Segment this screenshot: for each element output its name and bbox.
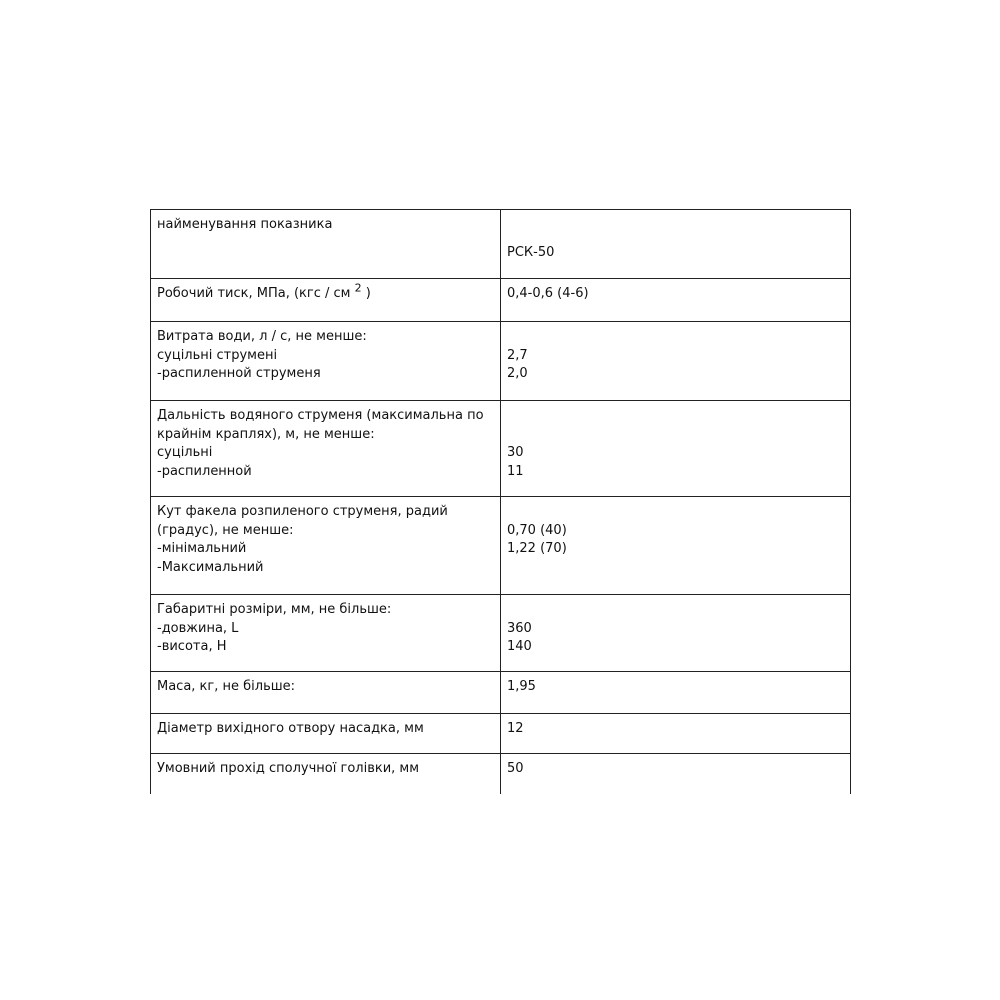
dimensions-value-cell bbox=[501, 595, 851, 672]
table-row-header bbox=[151, 210, 851, 279]
angle-value-min: 0,70 (40) bbox=[507, 522, 567, 538]
nozzle-diameter-label: Діаметр вихідного отвору насадка, мм bbox=[157, 721, 424, 736]
dimensions-label-length: -довжина, L bbox=[157, 620, 239, 636]
pressure-value: 0,4-0,6 (4-6) bbox=[507, 286, 589, 301]
header-label-cell bbox=[151, 210, 501, 279]
range-label-title: Дальність водяного струменя (максимальна по крайнім краплях), м, не менше: bbox=[157, 408, 484, 442]
water-flow-value-sprayed: 2,0 bbox=[507, 366, 528, 381]
angle-value-max: 1,22 (70) bbox=[507, 541, 567, 556]
table-row-dimensions bbox=[151, 595, 851, 672]
nozzle-diameter-value: 12 bbox=[507, 721, 524, 736]
nozzle-diameter-label-cell bbox=[151, 714, 501, 754]
mass-label-cell bbox=[151, 672, 501, 714]
table-row-angle bbox=[151, 497, 851, 595]
dimensions-value-length: 360 bbox=[507, 620, 532, 636]
table-row-pressure bbox=[151, 279, 851, 322]
table-row-water-flow bbox=[151, 322, 851, 401]
range-value-solid: 30 bbox=[507, 445, 524, 460]
table-row-range bbox=[151, 401, 851, 497]
header-label: найменування показника bbox=[157, 217, 333, 232]
nozzle-diameter-value-cell bbox=[501, 714, 851, 754]
coupling-value-cell bbox=[501, 754, 851, 794]
dimensions-label-height: -висота, H bbox=[157, 639, 227, 654]
water-flow-label-solid: суцільні струмені bbox=[157, 347, 278, 363]
water-flow-value-cell bbox=[501, 322, 851, 401]
header-value-cell bbox=[501, 210, 851, 279]
range-value-sprayed: 11 bbox=[507, 463, 524, 479]
header-value: РСК-50 bbox=[507, 245, 555, 260]
coupling-value: 50 bbox=[507, 761, 524, 776]
dimensions-value-height: 140 bbox=[507, 639, 532, 654]
pressure-label-cell bbox=[151, 279, 501, 322]
angle-label-max: -Максимальний bbox=[157, 559, 264, 575]
water-flow-label-title: Витрата води, л / с, не менше: bbox=[157, 329, 367, 344]
water-flow-label-cell bbox=[151, 322, 501, 401]
table-row-nozzle-diameter bbox=[151, 714, 851, 754]
water-flow-value-solid: 2,7 bbox=[507, 347, 528, 363]
mass-label: Маса, кг, не більше: bbox=[157, 679, 296, 694]
mass-value-cell bbox=[501, 672, 851, 714]
range-label-solid: суцільні bbox=[157, 445, 213, 460]
range-value-cell bbox=[501, 401, 851, 497]
dimensions-label-cell bbox=[151, 595, 501, 672]
dimensions-label-title: Габаритні розміри, мм, не більше: bbox=[157, 602, 392, 617]
table-row-mass bbox=[151, 672, 851, 714]
coupling-label: Умовний прохід сполучної голівки, мм bbox=[157, 761, 420, 776]
spec-table bbox=[150, 209, 851, 794]
water-flow-label-sprayed: -распиленной струменя bbox=[157, 366, 321, 381]
pressure-label: Робочий тиск, МПа, (кгс / см $^2$ ) bbox=[157, 281, 371, 301]
coupling-label-cell bbox=[151, 754, 501, 794]
range-label-cell bbox=[151, 401, 501, 497]
angle-value-cell bbox=[501, 497, 851, 595]
angle-label-title: Кут факела розпиленого струменя, радий (градус), не менше: bbox=[157, 504, 448, 538]
pressure-value-cell bbox=[501, 279, 851, 322]
table-row-coupling bbox=[151, 754, 851, 794]
pressure-unit-superscript: 2 bbox=[354, 281, 362, 295]
angle-label-cell bbox=[151, 497, 501, 595]
range-label-sprayed: -распиленной bbox=[157, 463, 252, 479]
angle-label-min: -мінімальний bbox=[157, 541, 247, 556]
mass-value: 1,95 bbox=[507, 679, 536, 694]
